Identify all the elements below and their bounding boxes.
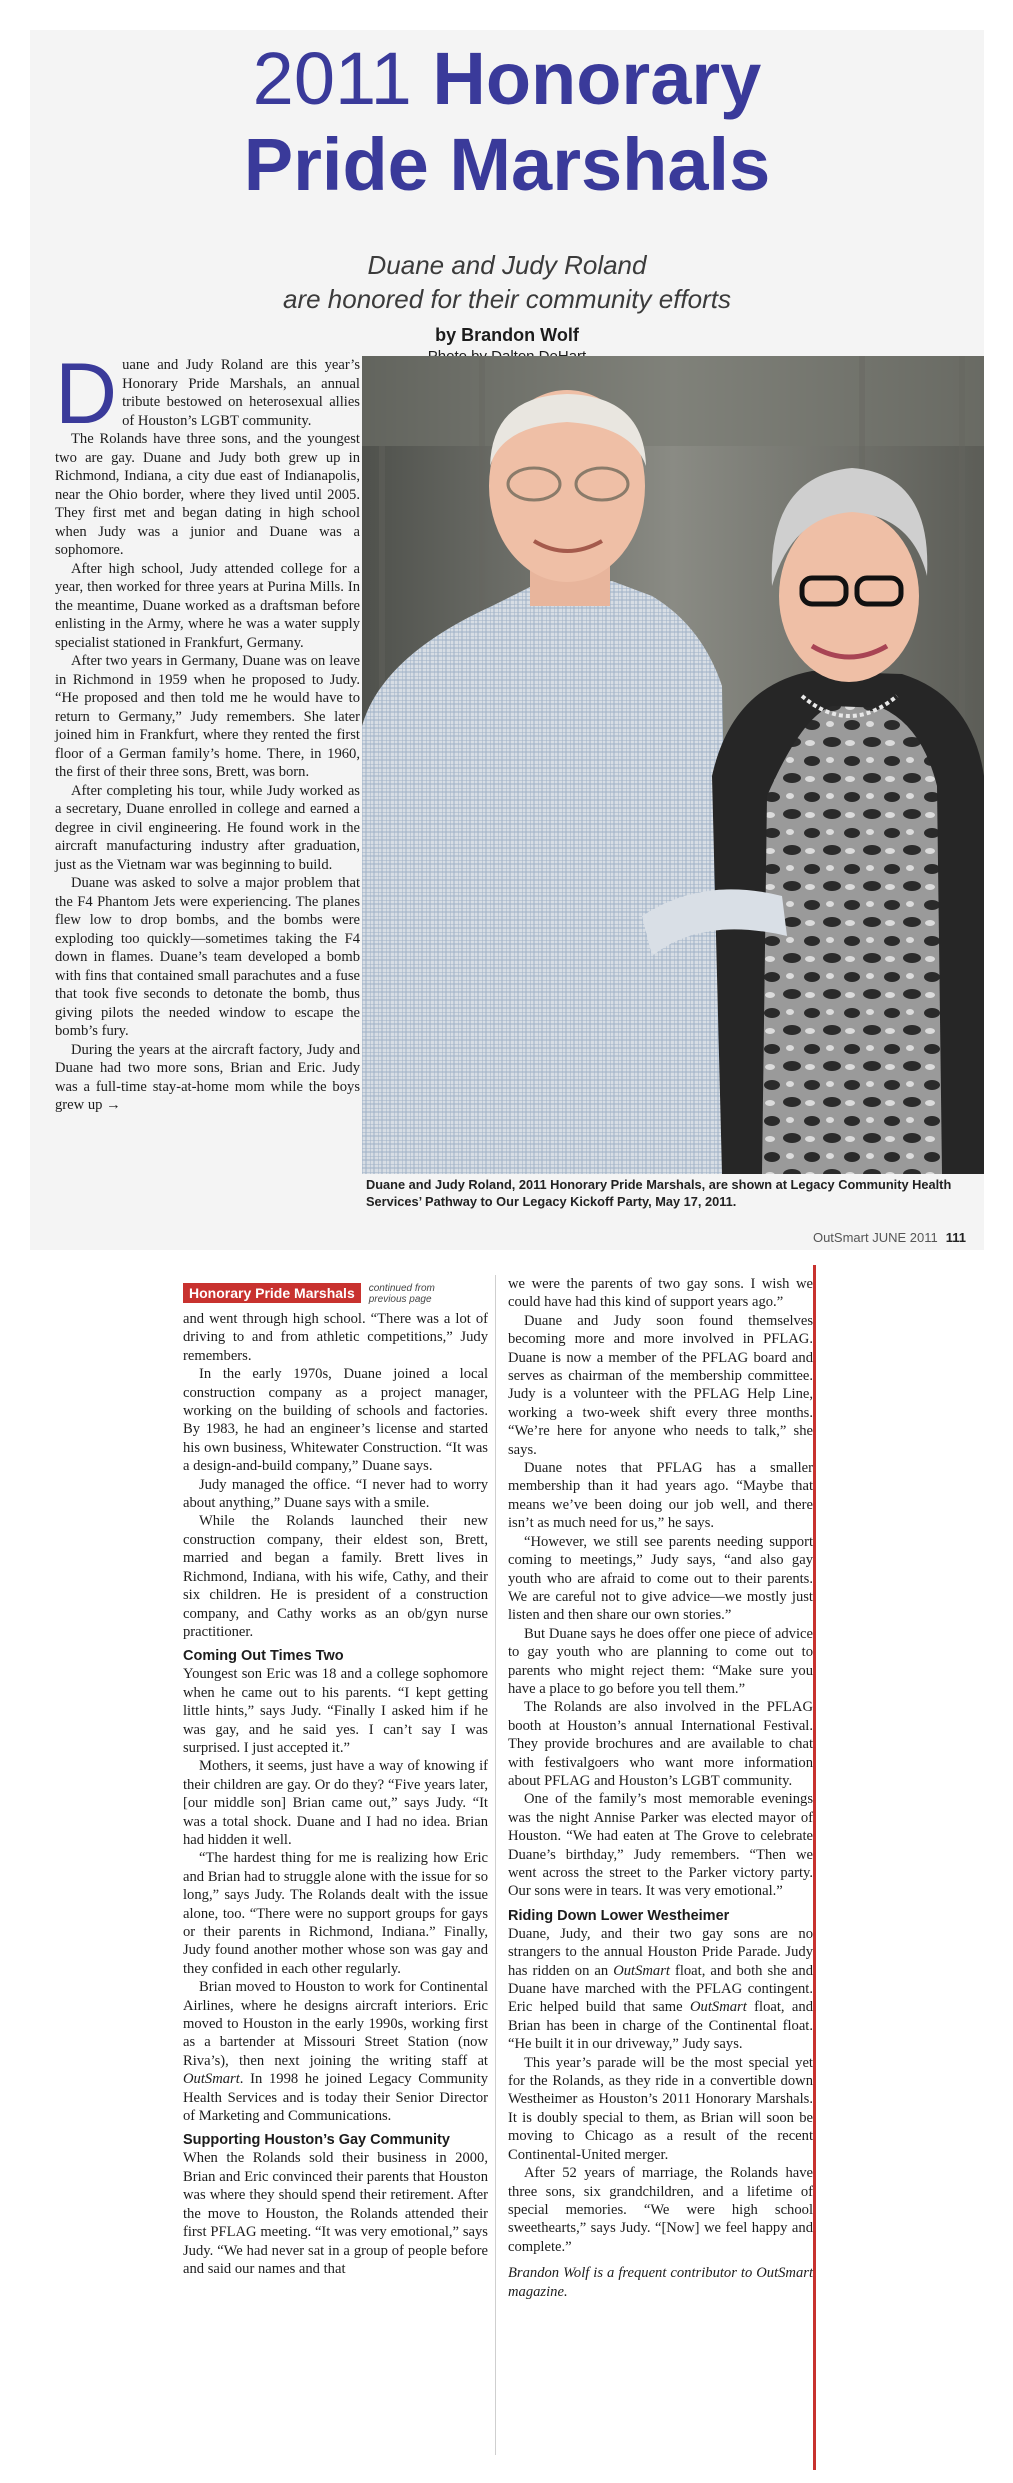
title-word: Honorary — [432, 37, 762, 120]
magazine-name: OutSmart — [613, 1962, 670, 1979]
magazine-page-111 — [30, 30, 984, 1250]
paragraph: While the Rolands launched their new construction company, their eldest son, Brett, married and began a family. Brett lives in Richmond, Indiana, with his wife, Cathy, and their six children. He is president of a construction company, and Cathy works as an ob/gyn nurse practitioner. — [183, 1513, 488, 1640]
dek-line-2: are honored for their community efforts — [283, 284, 731, 314]
photo-caption: Duane and Judy Roland, 2011 Honorary Pride Marshals, are shown at Legacy Community Health Services’ Pathway to Our Legacy Kickoff Party, May 17, 2011. — [366, 1177, 952, 1209]
paragraph: After 52 years of marriage, the Rolands have three sons, six grandchildren, and a lifetime of special memories. “We were high school sweethearts,” says Judy. “[Now] we feel happy and complete.” — [508, 2165, 813, 2255]
paragraph — [508, 1925, 813, 2054]
article-column-left — [183, 1310, 488, 2278]
paragraph: Duane was asked to solve a major problem that the F4 Phantom Jets were experiencing. The planes flew low to drop bombs, and the bombs were exploding too quickly—sometimes taking the F4 down in flames. Duane’s team developed a bomb with fins that contained small parachutes and a fuse that took five seconds to detonate the bomb, thus giving pilots the needed window to escape the bomb’s fury. — [55, 875, 360, 1039]
subhead: Riding Down Lower Westheimer — [508, 1907, 730, 1924]
paragraph: When the Rolands sold their business in 2000, Brian and Eric convinced their parents that Houston was where they should spend their retirement. After the move to Houston, the Rolands attended their first PFLAG meeting. “It was very emotional,” says Judy. “We had never sat in a group of people before and said our names and that — [183, 2150, 488, 2277]
paragraph: “The hardest thing for me is realizing how Eric and Brian had to struggle alone with the issue for so long,” says Judy. The Rolands dealt with the issue alone, too. “There were no support groups for gays or their parents in Richmond, Indiana.” Finally, Judy found another mother whose son was gay and they confided in each other regularly. — [183, 1850, 488, 1977]
column-divider — [495, 1275, 496, 2455]
dek-line-1: Duane and Judy Roland — [367, 250, 647, 280]
article-title — [30, 36, 984, 208]
author-byline: by Brandon Wolf — [435, 325, 579, 345]
paragraph: The Rolands are also involved in the PFLAG booth at Houston’s annual International Festival. They provide brochures and are available to chat with festivalgoers who want more information about PFLAG and Houston’s LGBT community. — [508, 1699, 813, 1789]
paragraph: But Duane says he does offer one piece of advice to gay youth who are planning to come out to parents who might reject them: “Make sure you have a place to go before you tell them.” — [508, 1625, 813, 1697]
page-number: 111 — [945, 1230, 966, 1245]
paragraph: Duane and Judy soon found themselves becoming more and more involved in PFLAG. Duane is now a member of the PFLAG board and serves as chairman of the membership committee. Judy is a volunteer with the PFLAG Help Line, working a two-week shift every three months. “We’re here for anyone who needs to talk,” she says. — [508, 1312, 813, 1458]
paragraph: Judy managed the office. “I never had to worry about anything,” Duane says with a smile. — [183, 1476, 488, 1512]
paragraph-text: . In 1998 he joined Legacy Community Health Services and is today their Senior Director of Marketing and Communications. — [183, 2071, 488, 2125]
paragraph-text: uane and Judy Roland are this year’s Honorary Pride Marshals, an annual tribute bestowed on heterosexual allies of Houston’s LGBT community. — [122, 357, 360, 429]
paragraph: During the years at the aircraft factory, Judy and Duane had two more sons, Brian and Eric. Judy was a full-time stay-at-home mom while the boys grew up → — [55, 1041, 360, 1113]
paragraph: After completing his tour, while Judy worked as a secretary, Duane enrolled in college and earned a degree in civil engineering. He found work in the aircraft manufacturing industry after graduation, just as the Vietnam war was beginning to build. — [55, 782, 360, 873]
paragraph-text: float, and both she and Duane have marched with the PFLAG contingent. Eric helped build that same — [508, 1962, 813, 2016]
paragraph: In the early 1970s, Duane joined a local construction company as a project manager, working on the building of schools and factories. By 1983, he had an engineer’s license and started his own business, Whitewater Construction. “It was a design-and-build company,” Duane says. — [183, 1366, 488, 1475]
couple-photo — [362, 356, 984, 1174]
folio-magazine: OutSmart JUNE 2011 — [812, 1230, 938, 1245]
magazine-continuation-page — [170, 1255, 820, 2480]
page-folio — [813, 1230, 966, 1245]
title-line-2: Pride Marshals — [243, 123, 771, 206]
paragraph: One of the family’s most memorable evenings was the night Annise Parker was elected mayor of Houston. “We had eaten at The Grove to celebrate Duane’s birthday,” Judy remembers. “Then we went across the street to the Parker victory party. Our sons were in tears. It was very emotional.” — [508, 1791, 813, 1900]
paragraph: The Rolands have three sons, and the youngest two are gay. Duane and Judy both grew up in Richmond, Indiana, a city due east of Indianapolis, near the Ohio border, where they lived until 2005. They first met and began dating in high school when Judy was a junior and Duane was a sophomore. — [55, 431, 360, 558]
subhead: Supporting Houston’s Gay Community — [183, 2132, 450, 2149]
section-tag: Honorary Pride Marshals — [183, 1283, 361, 1303]
red-edge-bar — [813, 1265, 816, 2470]
paragraph-text: Brian moved to Houston to work for Continental Airlines, where he designs aircraft interiors. Eric moved to Houston in the early 1990s, working first as a bartender at Missouri Street Station (now Riva’s), then next joining the writing staff at — [183, 1979, 488, 2069]
subhead: Coming Out Times Two — [183, 1648, 344, 1665]
paragraph — [183, 1978, 488, 2125]
article-dek — [30, 248, 984, 316]
paragraph: we were the parents of two gay sons. I wish we could have had this kind of support years ago.” — [508, 1276, 813, 1311]
paragraph: Mothers, it seems, just have a way of knowing if their children are gay. Or do they? “Five years later, [our middle son] Brian came out,” says Judy. “It was a total shock. Duane and I had no idea. Brian had hidden it well. — [183, 1758, 488, 1848]
paragraph-text: Duane, Judy, and their two gay sons are no strangers to the annual Houston Pride Parade. Judy has ridden on an — [508, 1925, 813, 1979]
title-year: 2011 — [252, 37, 412, 120]
paragraph: “However, we still see parents needing support coming to meetings,” Judy says, “and also gay youth who are afraid to come out to their parents. We are careful not to give advice—we mostly just listen and then share our own stories.” — [508, 1533, 813, 1624]
paragraph-text: float, and Brian has been in charge of the Continental float. “He built it in our driveway,” Judy says. — [508, 1999, 813, 2053]
section-tag-bar — [183, 1283, 435, 1305]
paragraph: After high school, Judy attended college for a year, then worked for three years at Purina Mills. In the meantime, Duane worked as a draftsman before enlisting in the Army, where he was a water supply specialist stationed in Frankfurt, Germany. — [55, 560, 360, 651]
drop-cap: D — [55, 346, 118, 442]
article-column-1 — [55, 346, 360, 1115]
author-bio: Brandon Wolf is a frequent contributor to OutSmart magazine. — [508, 2265, 813, 2300]
article-column-right — [508, 1275, 813, 2301]
paragraph: After two years in Germany, Duane was on leave in Richmond in 1959 when he proposed to Judy. “He proposed and then told me he would have to return to Germany,” Judy remembers. She later joined him in Frankfurt, where they rented the first floor of a German family’s home. There, in 1960, the first of their three sons, Brett, was born. — [55, 653, 360, 780]
magazine-name: OutSmart — [690, 1999, 747, 2016]
paragraph — [55, 346, 360, 442]
paragraph: Duane notes that PFLAG has a smaller membership than it had years ago. “Maybe that means we’ve been doing our job well, and there isn’t as much need for us,” he says. — [508, 1460, 813, 1532]
paragraph: and went through high school. “There was a lot of driving to and from athletic competitions,” Judy remembers. — [183, 1311, 488, 1364]
paragraph: Youngest son Eric was 18 and a college sophomore when he came out to his parents. “I kept getting little hints,” says Judy. “Finally I asked him if he was gay, and he said yes. I can’t say I was surprised. I just accepted it.” — [183, 1666, 488, 1756]
continued-note — [369, 1283, 435, 1305]
magazine-name: OutSmart — [183, 2071, 240, 2088]
continued-line-2: previous page — [368, 1294, 432, 1306]
paragraph: This year’s parade will be the most special yet for the Rolands, as they ride in a convertible down Westheimer as Houston’s 2011 Honorary Marshals. It is doubly special to them, as Brian will soon be moving to Chicago as a result of the recent Continental-United merger. — [508, 2054, 813, 2163]
photo-illustration — [362, 356, 984, 1174]
continued-line-1: continued from — [368, 1283, 435, 1295]
